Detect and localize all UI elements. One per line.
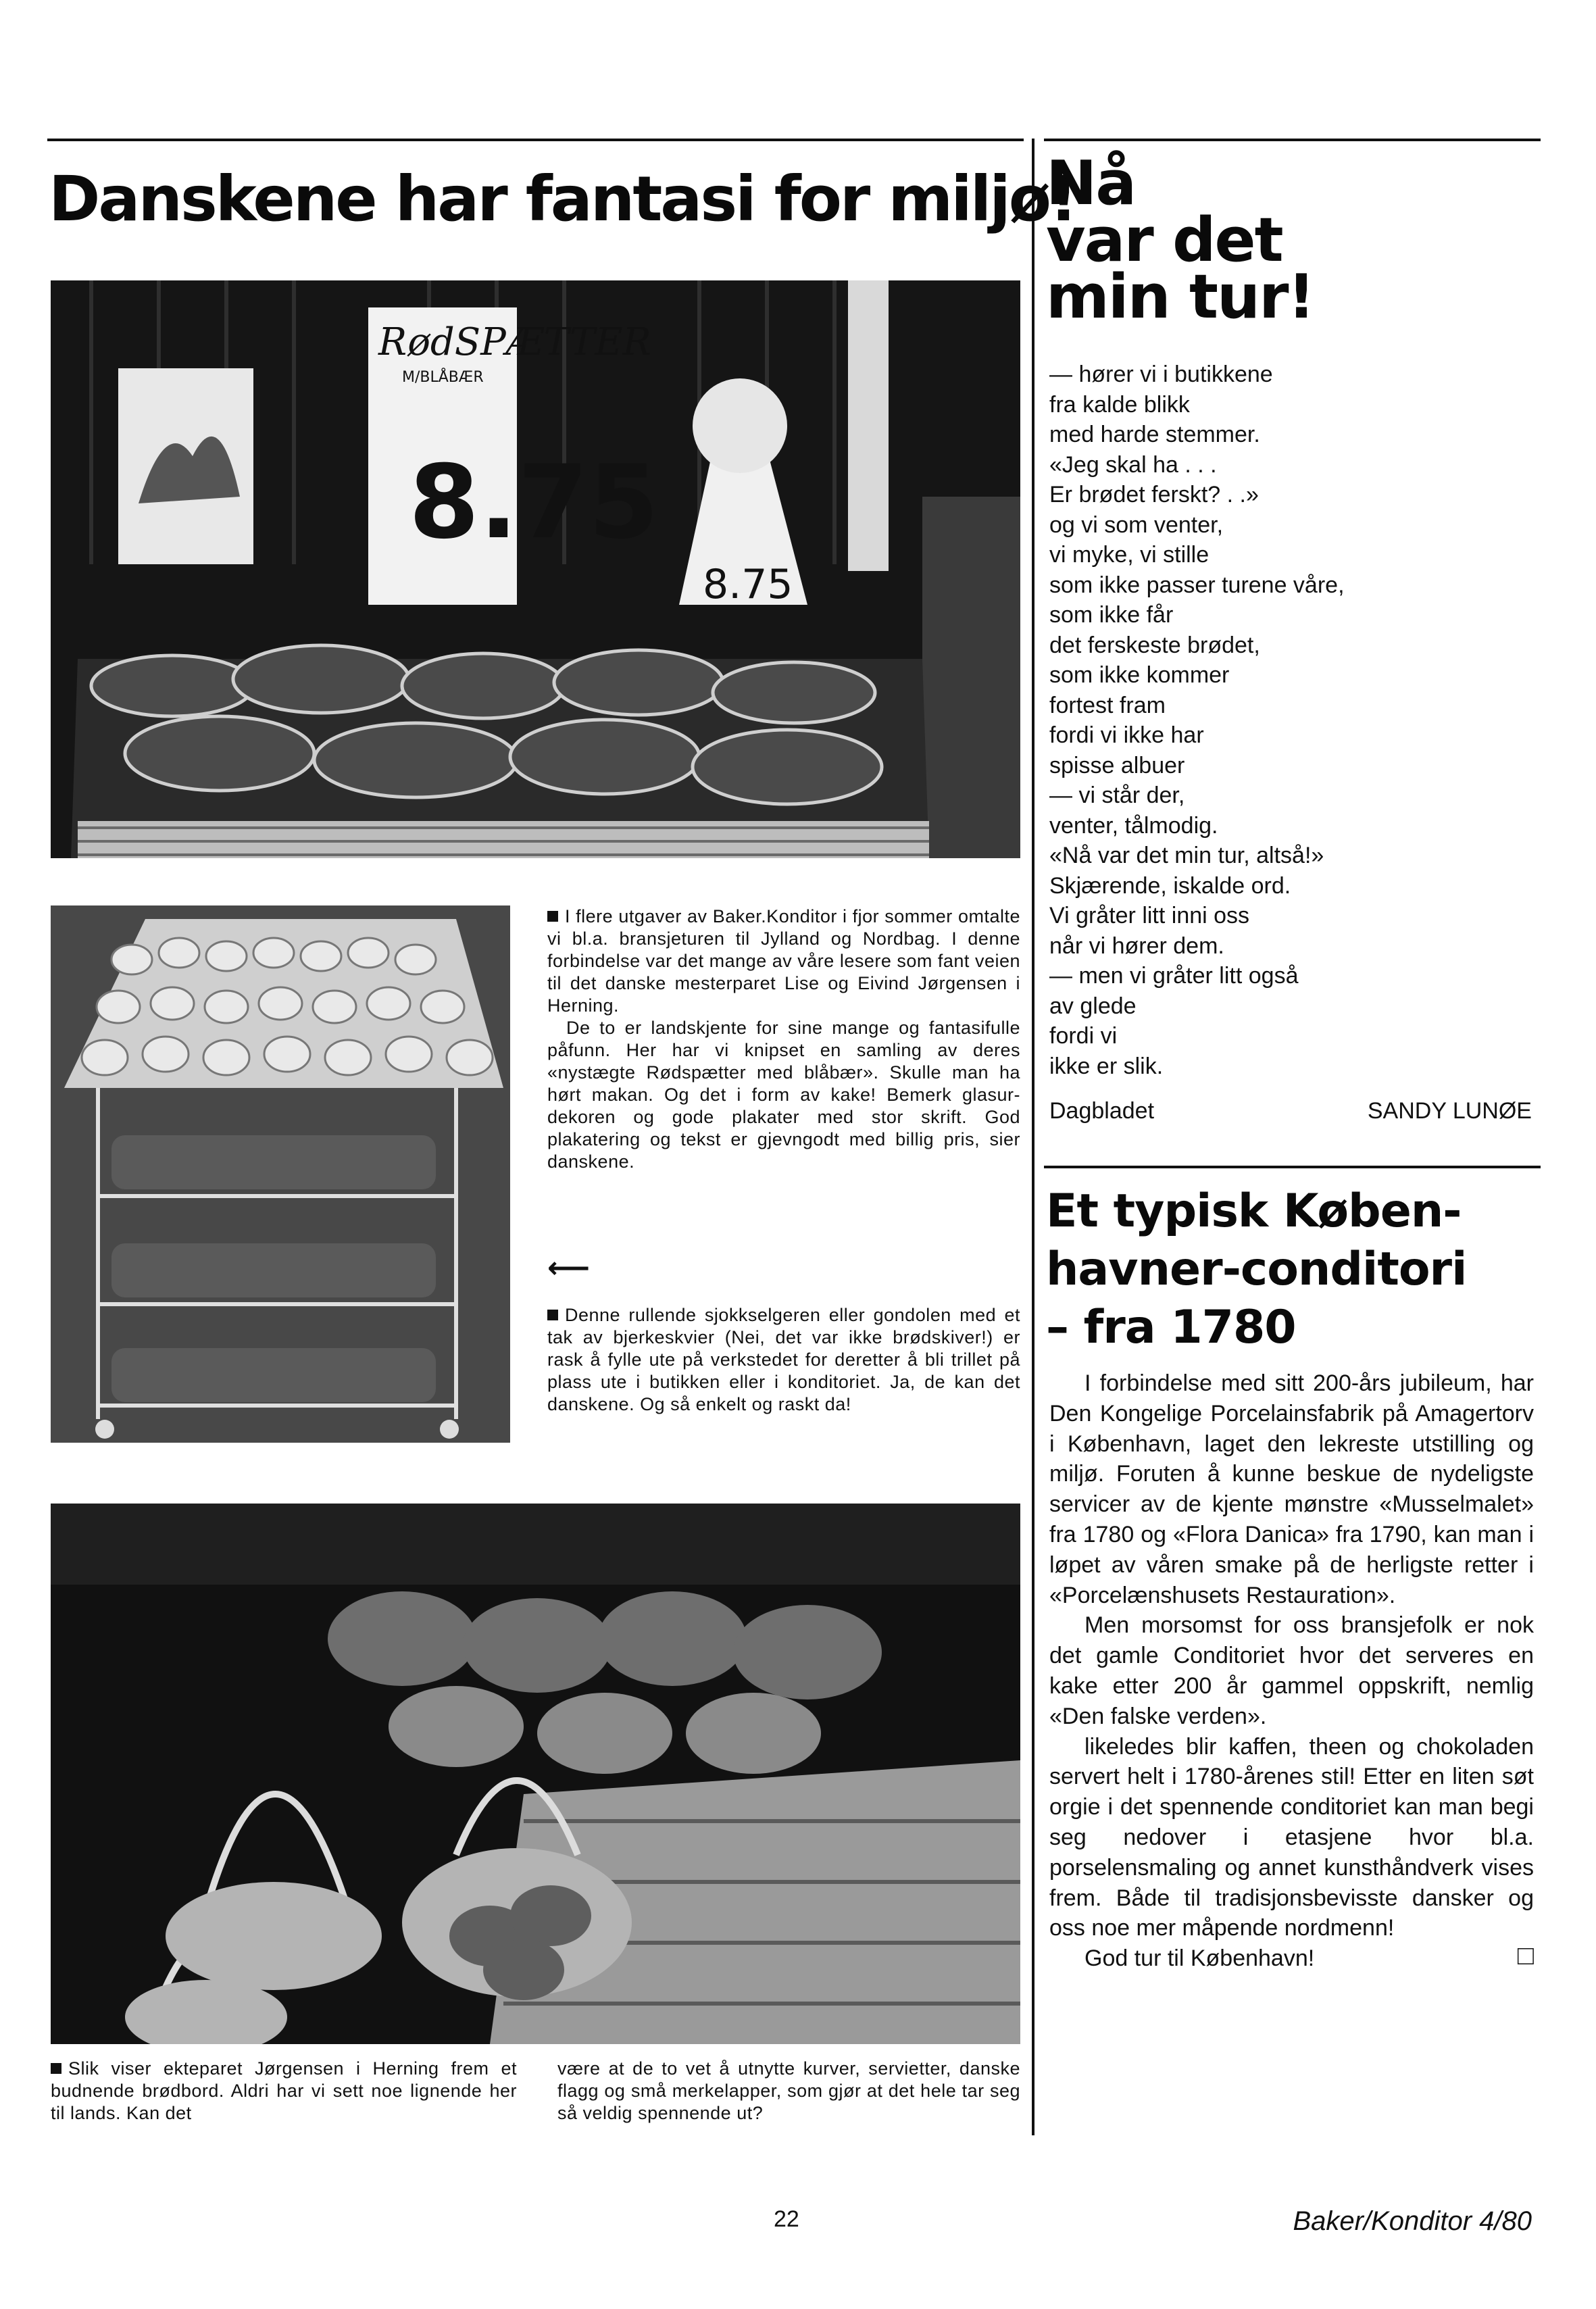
poem-line: Skjærende, iskalde ord. [1049, 872, 1291, 899]
poem-line: «Jeg skal ha . . . [1049, 451, 1217, 478]
caption-bullet [547, 911, 558, 922]
photo-fish-cakes [51, 280, 1020, 858]
poster-title: RødSPÆTTER [378, 320, 651, 364]
poem-line: spisse albuer [1049, 752, 1185, 778]
article-headline [1046, 1183, 1466, 1357]
poem-headline [1046, 148, 1314, 332]
poem-line: som ikke passer turene våre, [1049, 572, 1345, 598]
photo-bread-baskets [51, 1504, 1020, 2044]
page-number: 22 [774, 2206, 799, 2232]
article-closing-text: God tur til København! [1084, 1945, 1315, 1972]
article-headline-line: – fra 1780 [1046, 1301, 1296, 1354]
poem-headline-line: var det [1046, 205, 1282, 276]
caption-gondola-text: Denne rullende sjokkselgeren eller gondolen med et tak av bjerkeskvier (Nei, det var ikke brødskiver!) er rask å fylle ute på verkstedet for deretter å bli trillet på plass ute i butikken eller i konditoriet. Ja, de kan det danskene. Og så enkelt og raskt da! [547, 1305, 1020, 1414]
poem-line: Vi gråter litt inni oss [1049, 903, 1250, 928]
poem-line: fortest fram [1049, 692, 1166, 718]
caption-fish-cakes [547, 905, 1020, 1173]
top-rule-right [1044, 139, 1541, 141]
caption-fish-cakes-p1-text: I flere utgaver av Baker.Konditor i fjor sommer omtalte vi bl.a. bransjeturen til Jylland og Nordbag. I denne forbindelse var det mange av våre lesere som fant veien til det danske mesterparet Lise og Eivind Jørgensen i Herning. [547, 906, 1020, 1016]
poem-line: når vi hører dem. [1049, 933, 1224, 959]
poem-line: og vi som venter, [1049, 512, 1224, 538]
magazine-issue: Baker/Konditor 4/80 [1293, 2206, 1532, 2236]
caption-baskets-left [51, 2058, 517, 2125]
poster-subtitle: M/BLÅBÆR [402, 369, 484, 386]
top-rule-left [47, 139, 1024, 141]
poem-line: — vi står der, [1049, 783, 1185, 808]
poem-source: Dagbladet [1049, 1098, 1155, 1124]
poem-line: av glede [1049, 993, 1137, 1019]
poem-line: — hører vi i butikkene [1049, 362, 1273, 387]
caption-fish-cakes-p2: De to er landskjente for sine mange og fantasifulle påfunn. Her har vi knipset en samling av deres «nystægte Rødspætter med blåbær». Skulle man ha hørt makan. Og det i form av kake! Bemerk glasur-dekoren og gode plakater med stor skrift. God plakatering og tekst er gjevngodt med billig pris, sier danskene. [547, 1018, 1020, 1172]
poem-line: fordi vi [1049, 1023, 1118, 1049]
arrow-left-icon: ⟵ [547, 1251, 591, 1285]
poem-line: fordi vi ikke har [1049, 722, 1204, 748]
article-paragraph: likeledes blir kaffen, theen og chokoladen servert helt i 1780-årenes stil! Etter en liten søt orgie i det spennende conditoriet kan man begi seg nedover i etasjene hvor bl.a. porselensmaling og annet kunsthåndverk vises frem. Både til tradisjonsbevisste dansker og oss noe mer måpende nordmenn! [1049, 1733, 1534, 1941]
poem-line: fra kalde blikk [1049, 391, 1190, 418]
main-headline: Danskene har fantasi for miljø! [49, 163, 1076, 235]
poster-price: 8.75 [409, 444, 659, 562]
poem-headline-line: Nå [1046, 148, 1136, 219]
poem-bottom-rule [1044, 1166, 1541, 1168]
poem-line: med harde stemmer. [1049, 422, 1260, 447]
caption-baskets-right [557, 2058, 1020, 2125]
poem-headline-line: min tur! [1046, 262, 1314, 332]
end-mark-icon: □ [1517, 1941, 1534, 1971]
article-headline-line: Et typisk Køben- [1046, 1185, 1462, 1238]
column-divider [1032, 139, 1034, 2135]
article-paragraph: I forbindelse med sitt 200-års jubileum, har Den Kongelige Porcelainsfabrik på Amagertorv i København, laget den lekreste utstilling og miljø. Foruten å kunne beskue de nydeligste servicer av de kjente mønstre «Musselmalet» fra 1780 og «Flora Danica» fra 1790, kan man i løpet av våren smake på de herligste retter i «Porcelænshusets Restauration». [1049, 1370, 1534, 1608]
caption-baskets-left-text: Slik viser ekteparet Jørgensen i Herning frem et budnende brødbord. Aldri har vi sett noe lignende her til lands. Kan det [51, 2058, 517, 2123]
article-body [1049, 1368, 1534, 1974]
poem-line: som ikke får [1049, 602, 1174, 628]
poem-line: Er brødet ferskt? . .» [1049, 482, 1259, 507]
article-closing [1049, 1943, 1534, 1974]
poem-body [1049, 359, 1536, 1081]
article-paragraph: Men morsomst for oss bransjefolk er nok det gamle Conditoriet hvor det serveres en kake etter 200 år gammel oppskrift, nemlig «Den falske verden». [1049, 1612, 1534, 1729]
caption-bullet [547, 1310, 558, 1320]
caption-fish-cakes-p1 [547, 905, 1020, 1017]
poem-author: SANDY LUNØE [1367, 1098, 1532, 1124]
caption-baskets-right-text: være at de to vet å utnytte kurver, servietter, danske flagg og små merkelapper, som gjør at det hele tar seg så veldig spennende ut? [557, 2058, 1020, 2123]
poem-line: vi myke, vi stille [1049, 542, 1210, 568]
caption-bullet [51, 2063, 61, 2074]
poem-line: «Nå var det min tur, altså!» [1049, 843, 1324, 868]
poem-line: — men vi gråter litt også [1049, 963, 1299, 989]
poem-line: som ikke kommer [1049, 662, 1230, 688]
poem-line: venter, tålmodig. [1049, 812, 1218, 839]
caption-gondola [547, 1304, 1020, 1416]
photo-gondola [51, 905, 510, 1443]
poem-line: ikke er slik. [1049, 1053, 1164, 1079]
cutout-price: 8.75 [703, 561, 793, 608]
poem-line: det ferskeste brødet, [1049, 632, 1260, 658]
article-headline-line: havner-conditori [1046, 1243, 1467, 1296]
